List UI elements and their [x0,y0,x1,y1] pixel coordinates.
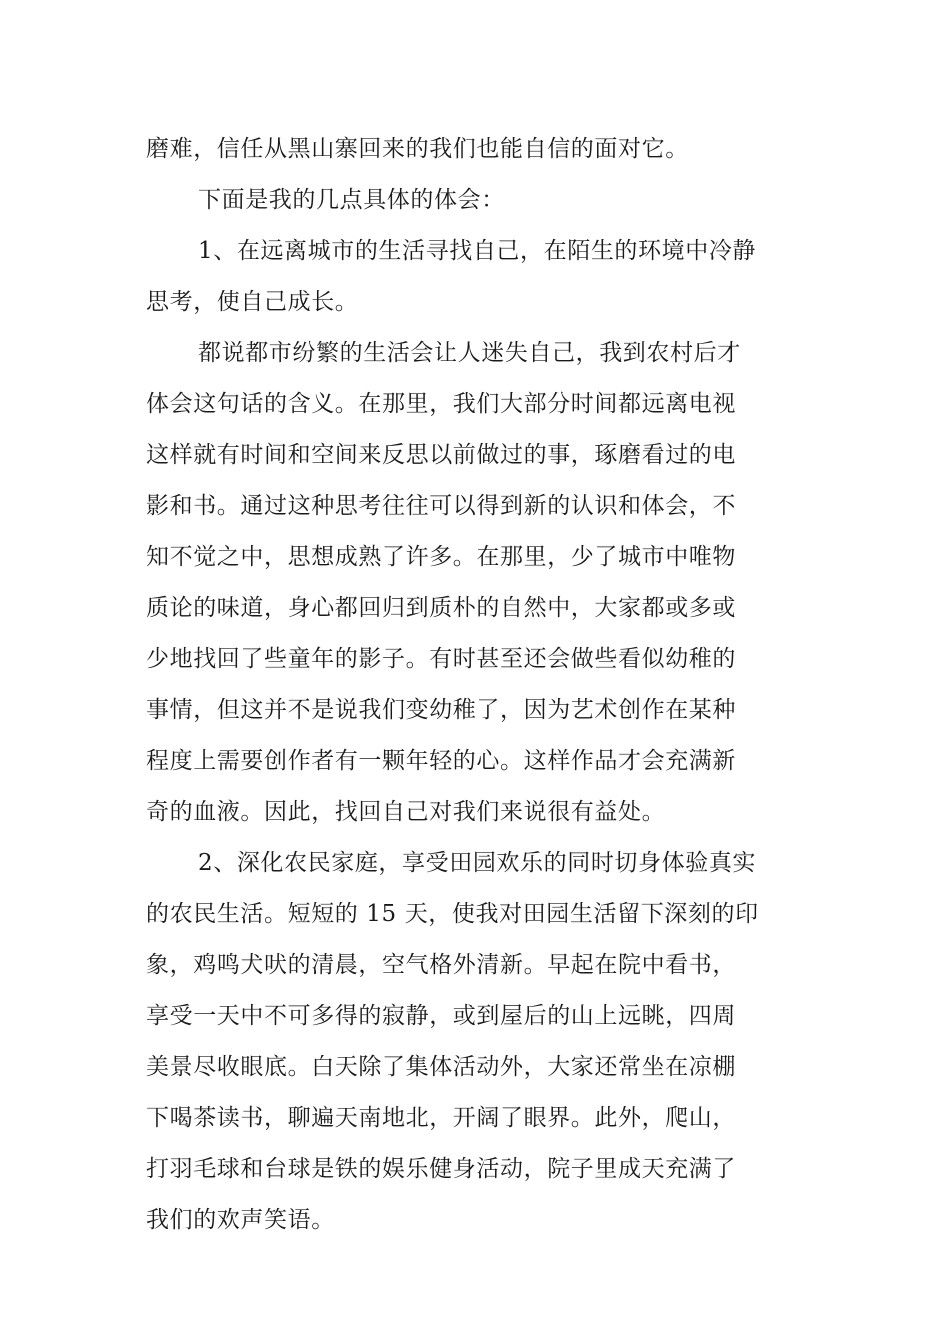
text-line: 打羽毛球和台球是铁的娱乐健身活动，院子里成天充满了 [146,1156,736,1182]
text-line: 都说都市纷繁的生活会让人迷失自己，我到农村后才 [198,340,741,366]
body-text [146,124,808,1246]
text-line: 事情，但这并不是说我们变幼稚了，因为艺术创作在某种 [146,697,736,723]
text-line: 我们的欢声笑语。 [146,1207,335,1233]
text-line: 思考，使自己成长。 [146,289,359,315]
text-line: 1、在远离城市的生活寻找自己，在陌生的环境中冷静 [198,238,757,264]
text-line: 知不觉之中，思想成熟了许多。在那里，少了城市中唯物 [146,544,736,570]
text-line: 质论的味道，身心都回归到质朴的自然中，大家都或多或 [146,595,736,621]
text-line: 体会这句话的含义。在那里，我们大部分时间都远离电视 [146,391,736,417]
text-line: 的农民生活。短短的 15 天，使我对田园生活留下深刻的印 [146,901,759,927]
text-line: 下喝茶读书，聊遍天南地北，开阔了眼界。此外，爬山， [146,1105,736,1131]
text-line: 影和书。通过这种思考往往可以得到新的认识和体会，不 [146,493,736,519]
text-line: 奇的血液。因此，找回自己对我们来说很有益处。 [146,799,666,825]
text-line: 程度上需要创作者有一颗年轻的心。这样作品才会充满新 [146,748,736,774]
text-line: 享受一天中不可多得的寂静，或到屋后的山上远眺，四周 [146,1003,736,1029]
text-line: 下面是我的几点具体的体会： [198,187,505,213]
text-line: 象，鸡鸣犬吠的清晨，空气格外清新。早起在院中看书， [146,952,736,978]
text-line: 少地找回了些童年的影子。有时甚至还会做些看似幼稚的 [146,646,736,672]
text-line: 磨难，信任从黑山寨回来的我们也能自信的面对它。 [146,136,689,162]
text-line: 2、深化农民家庭，享受田园欢乐的同时切身体验真实 [198,850,757,876]
text-line: 这样就有时间和空间来反思以前做过的事，琢磨看过的电 [146,442,736,468]
text-line: 美景尽收眼底。白天除了集体活动外，大家还常坐在凉棚 [146,1054,736,1080]
